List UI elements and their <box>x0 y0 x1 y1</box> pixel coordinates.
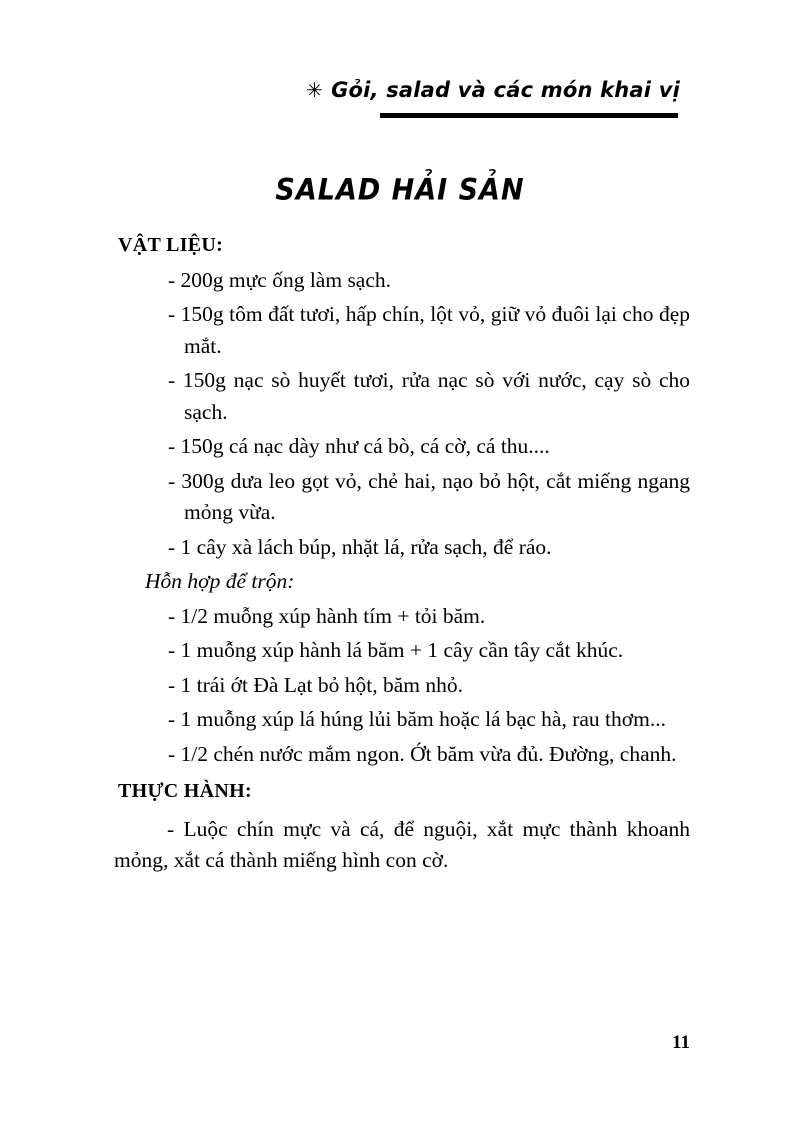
method-paragraph: - Luộc chín mực và cá, để nguội, xắt mực thành khoanh mỏng, xắt cá thành miếng hình con cờ. <box>114 816 690 872</box>
list-item: - 1/2 chén nước mắm ngon. Ớt băm vừa đủ. Đường, chanh. <box>168 741 677 766</box>
list-item: - 1/2 muỗng xúp hành tím + tỏi băm. <box>168 603 486 628</box>
list-item: - 1 cây xà lách búp, nhặt lá, rửa sạch, để ráo. <box>168 534 552 559</box>
list-item: - 1 trái ớt Đà Lạt bỏ hột, băm nhỏ. <box>168 672 463 697</box>
list-item: - 150g cá nạc dày như cá bò, cá cờ, cá thu.... <box>168 434 550 458</box>
list-item: - 200g mực ống làm sạch. <box>168 267 392 292</box>
ingredients-heading: VẬT LIỆU: <box>118 234 224 256</box>
list-item: - 150g nạc sò huyết tươi, rửa nạc sò với nước, cạy sò cho sạch. <box>168 368 690 424</box>
list-item: - 150g tôm đất tươi, hấp chín, lột vỏ, giữ vỏ đuôi lại cho đẹp mắt. <box>168 302 690 358</box>
header-rule <box>380 113 678 118</box>
list-item: - 300g dưa leo gọt vỏ, chẻ hai, nạo bỏ hột, cắt miếng ngang mỏng vừa. <box>168 468 690 524</box>
chapter-title: Gỏi, salad và các món khai vị <box>331 78 680 102</box>
recipe-title: SALAD HẢI SẢN <box>275 173 525 208</box>
ingredients-list <box>118 265 690 564</box>
list-item: - 1 muỗng xúp hành lá băm + 1 cây cần tây cắt khúc. <box>168 638 624 662</box>
asterisk-icon: ✳ <box>306 78 324 102</box>
page-number: 11 <box>672 1032 690 1053</box>
mix-list <box>118 601 690 771</box>
mix-heading: Hỗn hợp để trộn: <box>145 569 295 593</box>
recipe-body <box>114 230 690 877</box>
list-item: - 1 muỗng xúp lá húng lủi băm hoặc lá bạc hà, rau thơm... <box>168 707 666 731</box>
running-header <box>306 78 680 102</box>
method-heading: THỰC HÀNH: <box>118 780 252 802</box>
